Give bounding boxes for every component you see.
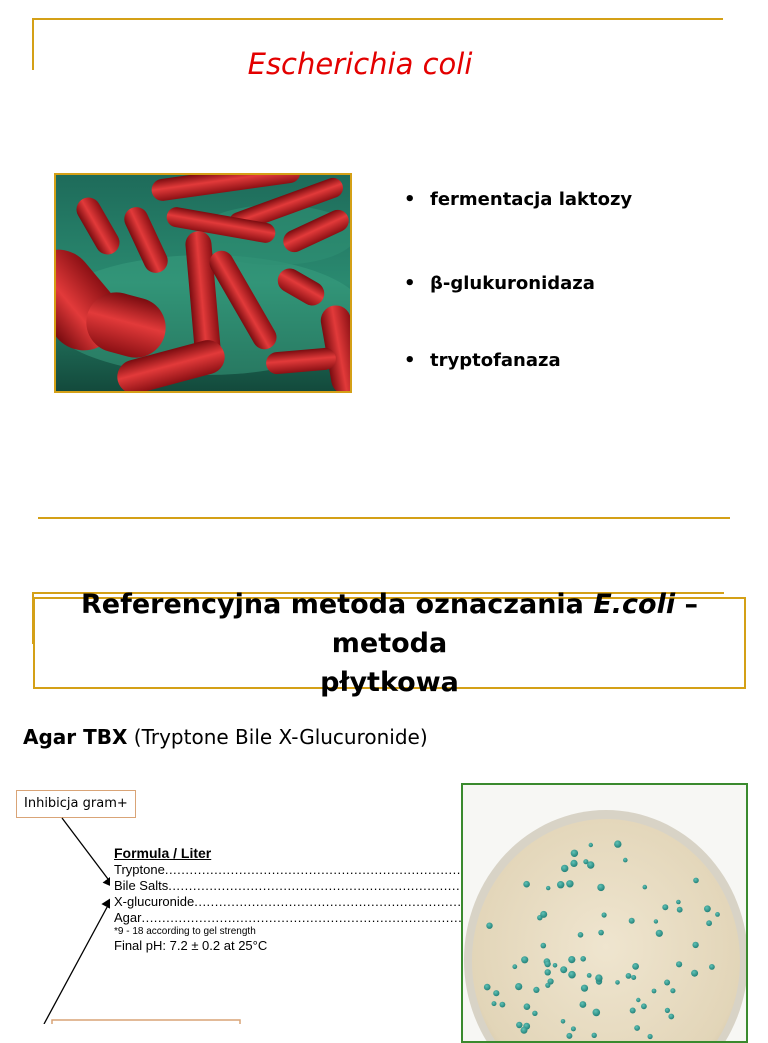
colony (597, 884, 604, 891)
colony (500, 1002, 506, 1008)
colony (636, 998, 640, 1002)
colony (581, 985, 588, 992)
colony (486, 923, 492, 929)
colony (580, 1001, 587, 1008)
colony (571, 850, 578, 857)
colony (516, 1022, 522, 1028)
colony (629, 918, 635, 924)
colony (709, 964, 715, 970)
colony (533, 987, 539, 993)
colony (641, 1003, 647, 1009)
slide2-title-italic: E.coli (593, 588, 676, 620)
colony (693, 878, 699, 884)
list-item-label: tryptofanaza (430, 350, 561, 371)
agar-plate-image (461, 783, 748, 1043)
colony (492, 1001, 497, 1006)
colony (557, 881, 564, 888)
colony (512, 964, 517, 969)
colony (654, 919, 658, 923)
agar-name: Agar TBX (23, 725, 128, 749)
colony (602, 912, 607, 917)
colony (570, 860, 577, 867)
arrow-to-x-glucuronide (44, 898, 112, 1024)
colony (615, 980, 620, 985)
colony (540, 911, 547, 918)
colony (648, 1034, 653, 1039)
colony (580, 956, 586, 962)
slide1-title: Escherichia coli (247, 47, 473, 81)
colony (631, 975, 636, 980)
table-row: Agar ..... (114, 910, 562, 926)
lower-callout-edge (52, 1020, 240, 1024)
colony (623, 858, 628, 863)
colony (589, 843, 593, 847)
colony (665, 1008, 670, 1013)
colony (545, 969, 551, 975)
colony (677, 907, 683, 913)
colony (598, 930, 604, 936)
bullet-icon: • (404, 273, 416, 294)
colony (561, 865, 568, 872)
table-row: Tryptone ..... (114, 862, 562, 878)
formula-heading: Formula / Liter (114, 845, 212, 861)
colony (566, 1033, 572, 1039)
colony (524, 1003, 531, 1010)
colony (706, 920, 712, 926)
colony (630, 1008, 636, 1014)
colony (521, 956, 528, 963)
slide2-title-line2: płytkowa (320, 666, 459, 698)
colony (521, 1027, 528, 1034)
colony (560, 966, 567, 973)
colony (692, 942, 698, 948)
colony (668, 1014, 674, 1020)
inhibition-callout-label: Inhibicja gram+ (24, 796, 128, 811)
colony (676, 900, 681, 905)
colony (595, 974, 602, 981)
colony (662, 904, 668, 910)
list-item-label: β-glukuronidaza (430, 273, 595, 294)
colony (614, 840, 621, 847)
colony (652, 989, 657, 994)
colony (593, 1009, 601, 1017)
colony (493, 990, 499, 996)
colony (532, 1011, 537, 1016)
formula-footnote: *9 - 18 according to gel strength (114, 926, 256, 937)
colony (515, 983, 522, 990)
colony (544, 961, 550, 967)
colony (626, 973, 632, 979)
colony (568, 956, 575, 963)
colony (523, 881, 530, 888)
bullet-icon: • (404, 189, 416, 210)
colony (670, 988, 675, 993)
colony (571, 1026, 576, 1031)
colony (643, 885, 648, 890)
colony (656, 930, 663, 937)
table-row: Bile Salts ..... (114, 878, 562, 894)
table-row: X-glucuronide ..... (114, 894, 562, 910)
arrow-to-bile-salts (62, 818, 114, 887)
colony (587, 973, 592, 978)
slide2-title-line1: Referencyjna metoda oznaczania E.coli – metoda (81, 588, 698, 659)
colony (587, 861, 594, 868)
colony (561, 1019, 566, 1024)
colony (634, 1025, 640, 1031)
list-item-label: fermentacja laktozy (430, 189, 633, 210)
bullet-icon: • (404, 350, 416, 371)
colony (484, 984, 491, 991)
colony (545, 983, 550, 988)
colony (715, 912, 720, 917)
colony (632, 963, 639, 970)
colony (546, 886, 550, 890)
colony (578, 932, 584, 938)
colony (541, 943, 547, 949)
colony (704, 905, 711, 912)
colony (664, 980, 670, 986)
colony (553, 963, 558, 968)
formula-final-ph: Final pH: 7.2 ± 0.2 at 25°C (114, 938, 268, 953)
colony (566, 880, 573, 887)
agar-description: (Tryptone Bile X-Glucuronide) (127, 725, 428, 749)
colony (568, 971, 576, 979)
colony (676, 961, 682, 967)
colony (592, 1033, 597, 1038)
colony (691, 970, 698, 977)
